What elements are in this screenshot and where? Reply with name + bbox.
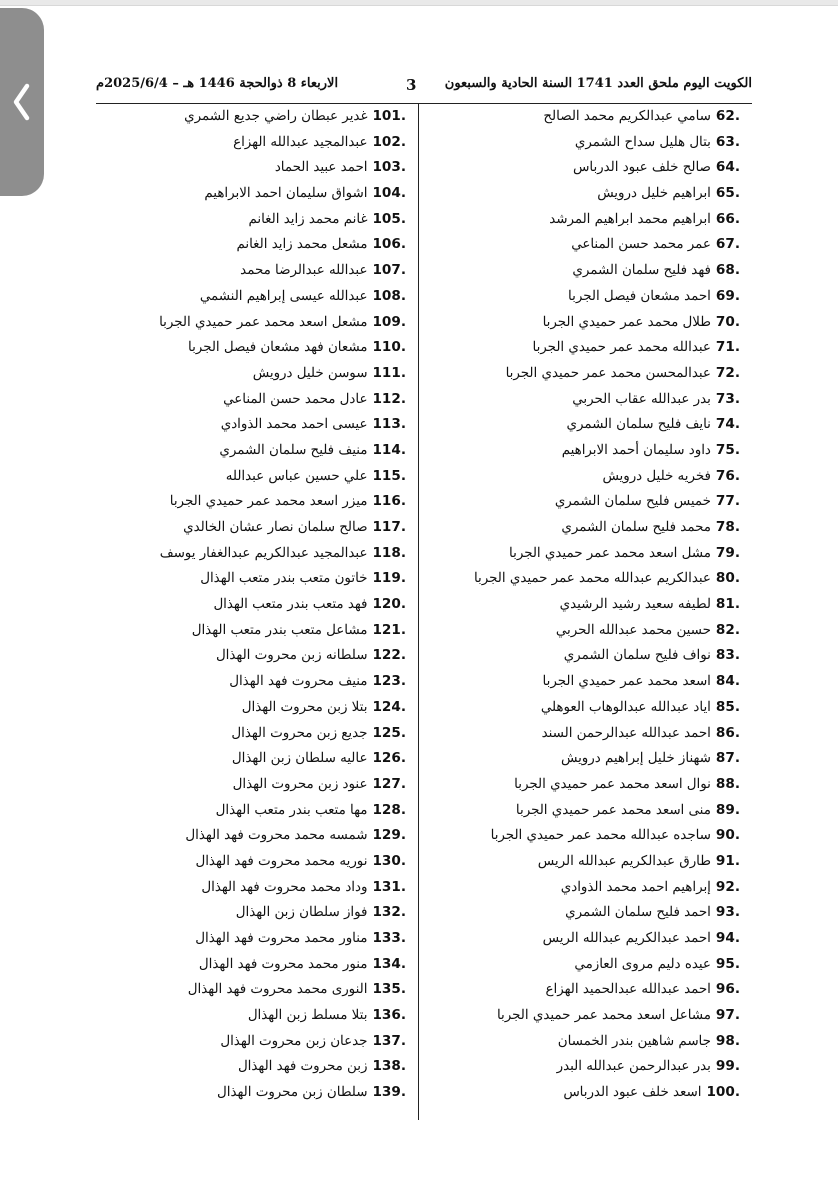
list-item [72, 207, 406, 233]
item-number: 85. [715, 698, 740, 715]
person-name: فواز سلطان زبن الهذال [235, 905, 368, 921]
list-item [72, 977, 406, 1003]
person-name: عبدالمجيد عبدالكريم عبدالغفار يوسف [159, 545, 368, 561]
list-item [72, 130, 406, 156]
item-number: 114. [372, 441, 406, 458]
item-number: 134. [372, 955, 406, 972]
item-number: 138. [372, 1058, 406, 1075]
list-item [416, 284, 740, 310]
person-name: صالح خلف عبود الدرباس [573, 160, 711, 176]
person-name: احمد مشعان فيصل الجربا [568, 288, 711, 304]
person-name: عبدالله عبدالرضا محمد [240, 263, 368, 279]
person-name: ابراهيم محمد ابراهيم المرشد [549, 211, 711, 227]
item-number: 117. [372, 519, 406, 535]
item-number: 81. [715, 596, 740, 613]
item-number: 110. [372, 339, 406, 356]
person-name: فهد متعب بندر متعب الهذال [213, 597, 368, 613]
person-name: احمد عبدالله عبدالحميد الهزاع [545, 982, 711, 998]
list-item [416, 387, 740, 413]
list-item [416, 258, 740, 284]
person-name: سوسن خليل درويش [252, 365, 368, 381]
item-number: 68. [715, 262, 740, 279]
list-item [416, 669, 740, 695]
item-number: 115. [372, 467, 406, 484]
list-item [72, 772, 406, 798]
person-name: احمد عبيد الحماد [274, 160, 368, 176]
list-item [416, 232, 740, 258]
item-number: 105. [372, 210, 406, 227]
list-item [72, 566, 406, 592]
item-number: 83. [715, 647, 740, 664]
list-item [72, 900, 406, 926]
item-number: 87. [715, 750, 740, 767]
person-name: طارق عبدالكريم عبدالله الريس [537, 853, 711, 869]
person-name: بتلا زبن محروت الهذال [241, 699, 368, 715]
list-item [416, 875, 740, 901]
person-name: مشاعل اسعد محمد عمر حميدي الجربا [496, 1008, 711, 1024]
person-name: جدعان زبن محروت الهذال [220, 1033, 368, 1049]
list-item [416, 310, 740, 336]
item-number: 97. [715, 1007, 740, 1024]
person-name: النورى محمد محروت فهد الهذال [187, 982, 368, 998]
item-number: 78. [715, 519, 740, 535]
issue-date: الاربعاء 8 ذوالحجة 1446 هـ – 2025/6/4م [96, 76, 339, 91]
item-number: 108. [372, 287, 406, 304]
list-item [416, 181, 740, 207]
person-name: منيف فليح سلمان الشمري [219, 442, 368, 458]
list-item [72, 592, 406, 618]
person-name: عادل محمد حسن المناعي [223, 391, 368, 407]
list-item [416, 849, 740, 875]
list-item [416, 489, 740, 515]
item-number: 107. [372, 262, 406, 279]
item-number: 135. [372, 981, 406, 998]
item-number: 89. [715, 801, 740, 818]
item-number: 92. [715, 878, 740, 895]
list-item [416, 1003, 740, 1029]
list-item [416, 541, 740, 567]
list-item [416, 926, 740, 952]
item-number: 116. [372, 493, 406, 510]
list-item [72, 412, 406, 438]
list-item [416, 566, 740, 592]
item-number: 106. [372, 236, 406, 253]
item-number: 75. [715, 441, 740, 458]
person-name: صالح سلمان نصار عشان الخالدي [183, 520, 368, 535]
person-name: فهد فليح سلمان الشمري [572, 263, 711, 279]
list-item [416, 1054, 740, 1080]
person-name: نواف فليح سلمان الشمري [563, 648, 711, 664]
person-name: عبدالمحسن محمد عمر حميدي الجربا [505, 365, 711, 381]
item-number: 74. [715, 416, 740, 433]
person-name: مشعان فهد مشعان فيصل الجربا [188, 340, 368, 356]
list-item [72, 155, 406, 181]
list-item [72, 310, 406, 336]
person-name: سامي عبدالكريم محمد الصالح [543, 109, 711, 124]
item-number: 91. [715, 852, 740, 869]
list-item [72, 695, 406, 721]
back-button[interactable] [0, 8, 44, 196]
item-number: 70. [715, 313, 740, 330]
person-name: احمد عبدالله عبدالرحمن السند [541, 725, 711, 741]
person-name: حسين محمد عبدالله الحربي [555, 622, 711, 638]
list-item [72, 1029, 406, 1055]
item-number: 63. [715, 133, 740, 150]
person-name: منى اسعد محمد عمر حميدي الجربا [515, 802, 711, 818]
item-number: 66. [715, 210, 740, 227]
item-number: 119. [372, 570, 406, 587]
person-name: بدر عبدالرحمن عبدالله البدر [556, 1059, 711, 1075]
item-number: 88. [715, 775, 740, 792]
names-list-right [416, 104, 740, 1106]
item-number: 84. [715, 673, 740, 690]
person-name: سلطان زبن محروت الهذال [217, 1085, 368, 1101]
chevron-left-icon [11, 82, 33, 122]
item-number: 102. [372, 133, 406, 150]
item-number: 126. [372, 750, 406, 767]
person-name: إبراهيم احمد محمد الذوادي [560, 879, 711, 895]
list-item [72, 746, 406, 772]
item-number: 90. [715, 827, 740, 844]
item-number: 72. [715, 364, 740, 381]
person-name: سلطانه زبن محروت الهذال [215, 648, 368, 664]
person-name: عنود زبن محروت الهذال [232, 776, 368, 792]
list-item [72, 952, 406, 978]
item-number: 121. [372, 621, 406, 638]
person-name: ميزر اسعد محمد عمر حميدي الجربا [169, 494, 368, 510]
person-name: بدر عبدالله عقاب الحربي [572, 391, 711, 407]
person-name: منيف محروت فهد الهذال [229, 674, 368, 690]
item-number: 104. [372, 185, 406, 202]
item-number: 67. [715, 236, 740, 253]
item-number: 123. [372, 673, 406, 690]
list-item [72, 181, 406, 207]
item-number: 77. [715, 493, 740, 510]
list-item [72, 464, 406, 490]
item-number: 124. [372, 698, 406, 715]
item-number: 137. [372, 1032, 406, 1049]
person-name: مها متعب بندر متعب الهذال [215, 802, 368, 818]
item-number: 99. [715, 1058, 740, 1075]
person-name: مشل اسعد محمد عمر حميدي الجربا [509, 545, 711, 561]
list-item [416, 1080, 740, 1106]
list-item [416, 746, 740, 772]
person-name: شمسه محمد محروت فهد الهذال [185, 828, 368, 844]
person-name: بتال هليل سداح الشمري [574, 134, 711, 150]
names-list-left [72, 104, 406, 1106]
list-item [72, 1080, 406, 1106]
item-number: 128. [372, 801, 406, 818]
list-item [72, 258, 406, 284]
list-item [416, 900, 740, 926]
list-item [416, 515, 740, 541]
person-name: مشاعل متعب بندر متعب الهذال [191, 622, 368, 638]
item-number: 101. [372, 108, 406, 124]
item-number: 112. [372, 390, 406, 407]
list-item [416, 823, 740, 849]
list-item [72, 643, 406, 669]
item-number: 139. [372, 1084, 406, 1101]
person-name: عبدالكريم عبدالله محمد عمر حميدي الجربا [473, 571, 711, 587]
list-item [416, 772, 740, 798]
top-status-strip [0, 0, 838, 6]
item-number: 111. [372, 364, 406, 381]
person-name: زبن محروت فهد الهذال [237, 1059, 368, 1075]
item-number: 71. [715, 339, 740, 356]
list-item [72, 849, 406, 875]
person-name: مشعل اسعد محمد عمر حميدي الجربا [159, 314, 368, 330]
item-number: 100. [706, 1084, 740, 1101]
item-number: 96. [715, 981, 740, 998]
list-item [72, 1054, 406, 1080]
person-name: لطيفه سعيد رشيد الرشيدي [559, 597, 711, 613]
item-number: 64. [715, 159, 740, 176]
list-item [416, 412, 740, 438]
list-item [72, 618, 406, 644]
item-number: 80. [715, 570, 740, 587]
item-number: 86. [715, 724, 740, 741]
item-number: 131. [372, 878, 406, 895]
person-name: بتلا مسلط زبن الهذال [247, 1008, 368, 1024]
item-number: 79. [715, 544, 740, 561]
person-name: عمر محمد حسن المناعي [571, 237, 711, 253]
list-item [72, 669, 406, 695]
person-name: جاسم شاهين بندر الخمسان [557, 1033, 711, 1049]
person-name: اشواق سليمان احمد الابراهيم [204, 186, 368, 202]
list-item [72, 823, 406, 849]
person-name: اسعد محمد عمر حميدي الجربا [542, 674, 711, 690]
list-item [72, 1003, 406, 1029]
item-number: 130. [372, 852, 406, 869]
item-number: 95. [715, 955, 740, 972]
person-name: نايف فليح سلمان الشمري [566, 417, 711, 433]
item-number: 113. [372, 416, 406, 433]
person-name: مناور محمد محروت فهد الهذال [195, 931, 368, 946]
list-item [72, 387, 406, 413]
list-item [72, 489, 406, 515]
item-number: 129. [372, 827, 406, 844]
list-item [416, 721, 740, 747]
person-name: مشعل محمد زايد الغانم [236, 237, 368, 253]
list-item [416, 618, 740, 644]
list-item [72, 438, 406, 464]
item-number: 65. [715, 185, 740, 202]
list-item [416, 361, 740, 387]
item-number: 98. [715, 1032, 740, 1049]
item-number: 94. [715, 930, 740, 946]
page-number: 3 [406, 76, 417, 94]
item-number: 76. [715, 467, 740, 484]
item-number: 93. [715, 904, 740, 921]
publication-title: الكويت اليوم ملحق العدد 1741 السنة الحادية والسبعون [444, 76, 752, 91]
person-name: غدير عبطان راضي جديع الشمري [184, 109, 368, 124]
item-number: 69. [715, 287, 740, 304]
person-name: منور محمد محروت فهد الهذال [198, 956, 368, 972]
page-header [96, 70, 752, 104]
person-name: عبدالله محمد عمر حميدي الجربا [532, 340, 711, 356]
item-number: 73. [715, 390, 740, 407]
item-number: 118. [372, 544, 406, 561]
person-name: خاتون متعب بندر متعب الهذال [200, 571, 368, 587]
list-item [72, 926, 406, 952]
list-item [416, 977, 740, 1003]
person-name: داود سليمان أحمد الابراهيم [561, 442, 711, 458]
item-number: 127. [372, 775, 406, 792]
item-number: 132. [372, 904, 406, 921]
person-name: نوريه محمد محروت فهد الهذال [195, 853, 368, 869]
person-name: طلال محمد عمر حميدي الجربا [542, 314, 711, 330]
item-number: 62. [715, 108, 740, 124]
person-name: عبدالمجيد عبدالله الهزاع [233, 134, 368, 150]
person-name: ابراهيم خليل درويش [597, 186, 711, 202]
person-name: غانم محمد زايد الغانم [248, 211, 368, 227]
person-name: شهناز خليل إبراهيم درويش [561, 751, 711, 767]
list-item [72, 284, 406, 310]
person-name: وداد محمد محروت فهد الهذال [201, 879, 368, 895]
list-item [416, 798, 740, 824]
item-number: 109. [372, 313, 406, 330]
list-item [72, 875, 406, 901]
person-name: احمد عبدالكريم عبدالله الريس [542, 931, 711, 946]
list-item [416, 104, 740, 130]
item-number: 120. [372, 596, 406, 613]
person-name: فخريه خليل درويش [602, 468, 711, 484]
list-item [416, 207, 740, 233]
list-item [72, 721, 406, 747]
list-item [416, 643, 740, 669]
list-item [72, 335, 406, 361]
list-item [416, 130, 740, 156]
list-item [416, 335, 740, 361]
item-number: 122. [372, 647, 406, 664]
person-name: عيده دليم مروى العازمي [574, 956, 711, 972]
item-number: 82. [715, 621, 740, 638]
list-item [72, 515, 406, 541]
list-item [72, 361, 406, 387]
person-name: عبدالله عيسى إبراهيم النشمي [199, 288, 368, 304]
person-name: جديع زبن محروت الهذال [231, 725, 368, 741]
item-number: 125. [372, 724, 406, 741]
person-name: اياد عبدالله عبدالوهاب العوهلي [540, 699, 711, 715]
list-item [72, 541, 406, 567]
list-item [416, 155, 740, 181]
list-item [72, 798, 406, 824]
item-number: 103. [372, 159, 406, 176]
list-item [72, 104, 406, 130]
person-name: محمد فليح سلمان الشمري [561, 520, 711, 535]
person-name: نوال اسعد محمد عمر حميدي الجربا [514, 776, 711, 792]
person-name: ساجده عبدالله محمد عمر حميدي الجربا [490, 828, 711, 844]
item-number: 136. [372, 1007, 406, 1024]
person-name: عاليه سلطان زبن الهذال [231, 751, 368, 767]
person-name: علي حسين عباس عبدالله [225, 468, 368, 484]
list-item [416, 592, 740, 618]
list-item [72, 232, 406, 258]
list-item [416, 952, 740, 978]
list-item [416, 464, 740, 490]
person-name: اسعد خلف عبود الدرباس [563, 1085, 702, 1101]
list-item [416, 438, 740, 464]
person-name: عيسى احمد محمد الذوادي [220, 417, 368, 433]
list-item [416, 695, 740, 721]
item-number: 133. [372, 930, 406, 946]
list-item [416, 1029, 740, 1055]
person-name: احمد فليح سلمان الشمري [565, 905, 711, 921]
person-name: خميس فليح سلمان الشمري [554, 494, 711, 510]
